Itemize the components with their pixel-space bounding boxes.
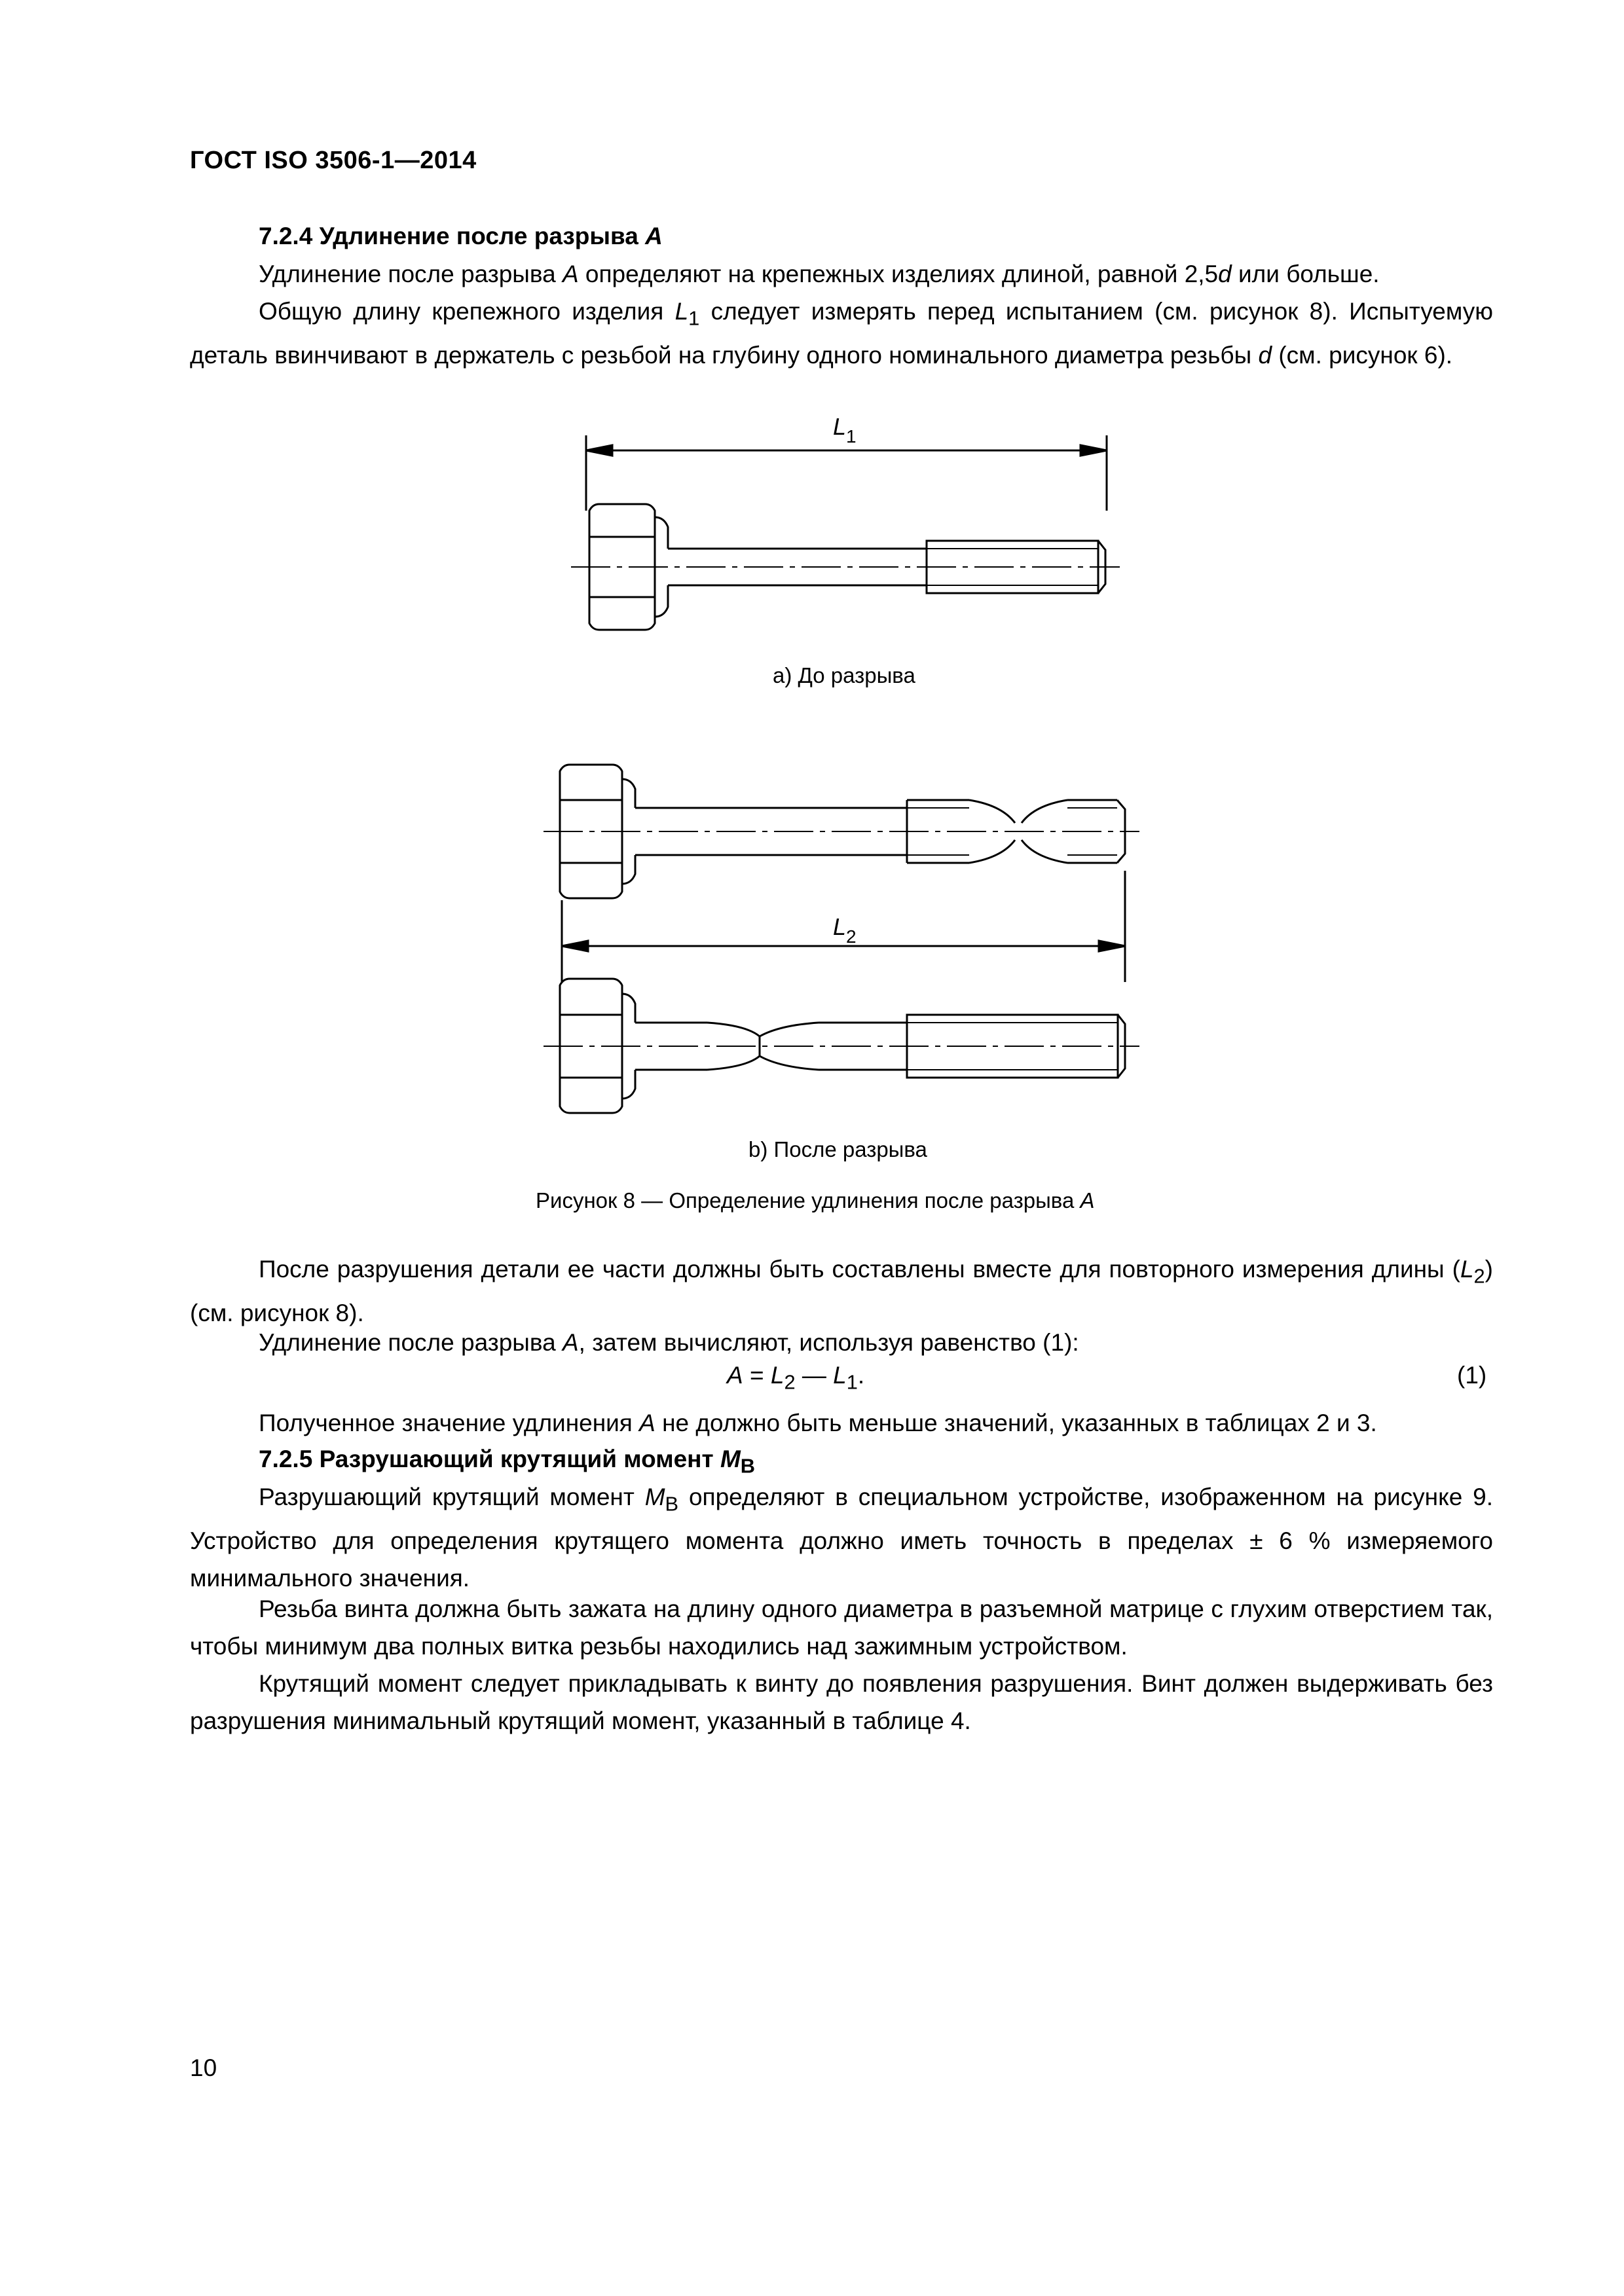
paragraph-clamping: Резьба винта должна быть зажата на длину одного диаметра в разъемной матрице с глухим отверстием так, чтобы минимум два полных витка резьбы находились над зажимным устройством. bbox=[190, 1595, 1493, 1660]
formula-1 bbox=[727, 1362, 864, 1394]
bolt-before-fracture bbox=[571, 435, 1120, 630]
variable: d bbox=[1218, 261, 1232, 287]
neck-top-right bbox=[1022, 800, 1067, 823]
caption-before-fracture: a) До разрыва bbox=[773, 663, 915, 687]
paragraph-min-value bbox=[190, 1404, 1493, 1442]
variable: d bbox=[1258, 342, 1272, 369]
arrow-left bbox=[562, 941, 588, 951]
section-title-7-2-5 bbox=[259, 1446, 755, 1478]
text-run: Разрушающий крутящий момент bbox=[259, 1484, 645, 1510]
section-title-variable: A bbox=[645, 223, 663, 249]
subscript: B bbox=[740, 1454, 756, 1478]
caption-after-fracture: b) После разрыва bbox=[748, 1137, 927, 1161]
text-run: или больше. bbox=[1231, 261, 1380, 287]
subscript: 1 bbox=[846, 1370, 858, 1394]
arrow-right bbox=[1080, 445, 1107, 456]
subscript: 2 bbox=[1473, 1264, 1485, 1288]
figure-caption bbox=[536, 1188, 1095, 1213]
paragraph-compute bbox=[190, 1324, 1493, 1361]
neck-top-left bbox=[969, 800, 1015, 823]
variable: A bbox=[562, 1329, 579, 1356]
text-run: После разрушения детали ее части должны быть составлены вместе для повторного измерения длины ( bbox=[259, 1256, 1460, 1283]
text-run: Полученное значение удлинения bbox=[259, 1410, 640, 1436]
neck-bottom-left bbox=[969, 840, 1015, 863]
text-run: , затем вычисляют, используя равенство (1): bbox=[578, 1329, 1079, 1356]
head-washer bbox=[655, 517, 668, 549]
section-title-text: 7.2.4 Удлинение после разрыва bbox=[259, 223, 646, 249]
head-washer bbox=[655, 585, 668, 617]
variable: L bbox=[833, 1362, 847, 1389]
bolt-after-fracture-fitted bbox=[544, 979, 1139, 1113]
arrow-left bbox=[586, 445, 612, 456]
caption-variable: A bbox=[1080, 1188, 1095, 1212]
subscript: 1 bbox=[688, 306, 700, 330]
variable: L bbox=[1460, 1256, 1474, 1283]
section-title-variable: M bbox=[720, 1446, 741, 1472]
arrow-right bbox=[1099, 941, 1125, 951]
variable: M bbox=[644, 1484, 665, 1510]
neck-bottom-right bbox=[760, 1056, 819, 1070]
caption-text: Рисунок 8 — Определение удлинения после разрыва bbox=[536, 1188, 1080, 1212]
document-header: ГОСТ ISO 3506-1—2014 bbox=[190, 147, 477, 174]
subscript: B bbox=[665, 1492, 679, 1516]
neck-top-left bbox=[707, 1023, 760, 1036]
text-run: следует измерять перед испытанием (см. рисунок 8). Испытуемую деталь ввинчивают в держатель с резьбой на глубину одного номинального диаметра резьбы bbox=[190, 298, 1493, 369]
neck-bottom-right bbox=[1022, 840, 1067, 863]
text-run: Удлинение после разрыва bbox=[259, 1329, 563, 1356]
text-run: Общую длину крепежного изделия bbox=[259, 298, 675, 325]
paragraph-torque-device bbox=[190, 1478, 1493, 1597]
bolt-after-fracture-stretched bbox=[544, 765, 1139, 898]
text-run: не должно быть меньше значений, указанных в таблицах 2 и 3. bbox=[655, 1410, 1377, 1436]
head-washer bbox=[622, 779, 635, 808]
neck-bottom-left bbox=[707, 1056, 760, 1070]
variable: A bbox=[727, 1362, 743, 1389]
head-washer bbox=[622, 855, 635, 884]
paragraph-reassemble bbox=[190, 1250, 1493, 1332]
label-l1: $L_1$ bbox=[833, 413, 857, 446]
variable: L bbox=[770, 1362, 784, 1389]
section-title-text: 7.2.5 Разрушающий крутящий момент bbox=[259, 1446, 720, 1472]
text-run: определяют в специальном устройстве, изображенном на рисунке 9. Устройство для определения крутящего момента должно иметь точность в пределах ± 6 % измеряемого минимального значения. bbox=[190, 1484, 1494, 1592]
text-run: = bbox=[743, 1362, 771, 1389]
variable: A bbox=[562, 261, 579, 287]
text-run: . bbox=[857, 1362, 865, 1389]
head-washer bbox=[622, 1070, 635, 1099]
text-run: — bbox=[795, 1362, 834, 1389]
text-run: ) (см. рисунок 8). bbox=[190, 1256, 1493, 1327]
neck-top-right bbox=[760, 1023, 819, 1036]
variable: A bbox=[639, 1410, 655, 1436]
variable: L bbox=[674, 298, 689, 325]
text-run: определяют на крепежных изделиях длиной, равной 2,5 bbox=[578, 261, 1219, 287]
label-l2: $L_2$ bbox=[833, 913, 857, 947]
head-washer bbox=[622, 994, 635, 1023]
text-run: (см. рисунок 6). bbox=[1272, 342, 1453, 369]
subscript: 2 bbox=[784, 1370, 796, 1394]
page-number: 10 bbox=[190, 2054, 217, 2081]
paragraph-apply-torque: Крутящий момент следует прикладывать к винту до появления разрушения. Винт должен выдерживать без разрушения минимальный крутящий момент, указанный в таблице 4. bbox=[190, 1670, 1493, 1734]
text-run: Удлинение после разрыва bbox=[259, 261, 563, 287]
equation-number: (1) bbox=[1457, 1362, 1487, 1389]
